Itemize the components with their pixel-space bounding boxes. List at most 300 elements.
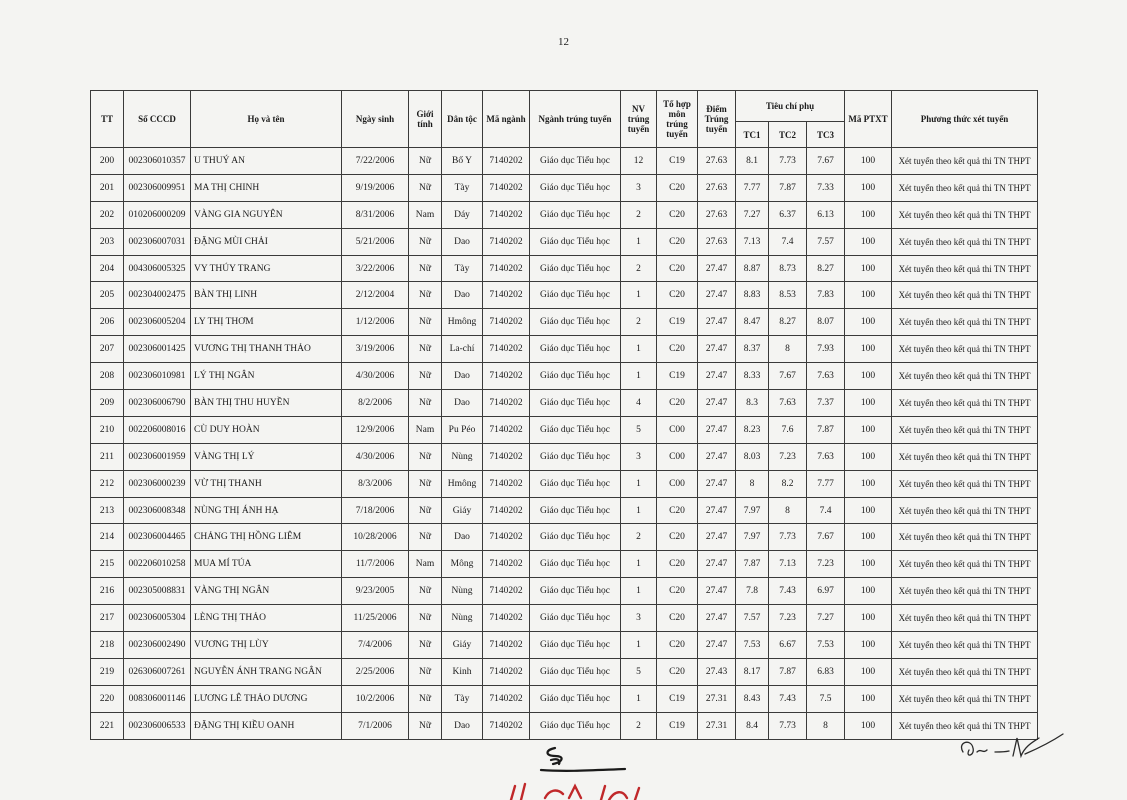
- cell-combo: C19: [657, 363, 698, 390]
- cell-method-code: 100: [845, 632, 892, 659]
- cell-score: 27.47: [698, 416, 736, 443]
- cell-dob: 9/23/2005: [342, 578, 409, 605]
- table-row: [91, 336, 1038, 363]
- cell-name: VÀNG THỊ NGÂN: [191, 578, 342, 605]
- cell-ethnicity: Nùng: [442, 605, 483, 632]
- cell-combo: C20: [657, 605, 698, 632]
- cell-tt: 200: [91, 148, 124, 175]
- cell-tc2: 8: [769, 336, 807, 363]
- cell-major-code: 7140202: [483, 201, 530, 228]
- cell-combo: C19: [657, 685, 698, 712]
- cell-major: Giáo dục Tiểu học: [530, 363, 621, 390]
- table-row: [91, 228, 1038, 255]
- page-number: 12: [558, 36, 569, 48]
- cell-tc2: 7.23: [769, 443, 807, 470]
- cell-wish: 1: [621, 578, 657, 605]
- cell-cccd: 026306007261: [124, 658, 191, 685]
- cell-dob: 9/19/2006: [342, 174, 409, 201]
- cell-major-code: 7140202: [483, 605, 530, 632]
- cell-tt: 208: [91, 363, 124, 390]
- cell-combo: C20: [657, 255, 698, 282]
- cell-wish: 1: [621, 632, 657, 659]
- cell-wish: 3: [621, 443, 657, 470]
- cell-tt: 220: [91, 685, 124, 712]
- cell-gender: Nữ: [409, 524, 442, 551]
- table-row: [91, 416, 1038, 443]
- cell-method-code: 100: [845, 336, 892, 363]
- cell-major: Giáo dục Tiểu học: [530, 443, 621, 470]
- cell-name: ĐẶNG THỊ KIỀU OANH: [191, 712, 342, 739]
- cell-wish: 12: [621, 148, 657, 175]
- cell-gender: Nữ: [409, 148, 442, 175]
- cell-ethnicity: Dao: [442, 712, 483, 739]
- cell-dob: 5/21/2006: [342, 228, 409, 255]
- cell-score: 27.47: [698, 632, 736, 659]
- cell-tc3: 7.53: [807, 632, 845, 659]
- cell-tc1: 8.47: [736, 309, 769, 336]
- cell-gender: Nữ: [409, 282, 442, 309]
- cell-ethnicity: Dao: [442, 228, 483, 255]
- cell-tc1: 7.77: [736, 174, 769, 201]
- cell-tc3: 7.67: [807, 524, 845, 551]
- cell-dob: 8/2/2006: [342, 390, 409, 417]
- cell-ethnicity: Tày: [442, 174, 483, 201]
- cell-combo: C20: [657, 228, 698, 255]
- cell-dob: 1/12/2006: [342, 309, 409, 336]
- table-body: [91, 148, 1038, 740]
- cell-tt: 213: [91, 497, 124, 524]
- cell-ethnicity: Bố Y: [442, 148, 483, 175]
- cell-gender: Nữ: [409, 443, 442, 470]
- cell-major: Giáo dục Tiểu học: [530, 174, 621, 201]
- cell-name: LY THỊ THƠM: [191, 309, 342, 336]
- cell-score: 27.47: [698, 390, 736, 417]
- cell-score: 27.47: [698, 551, 736, 578]
- cell-tc3: 7.87: [807, 416, 845, 443]
- cell-ethnicity: Dao: [442, 282, 483, 309]
- cell-method: Xét tuyển theo kết quả thi TN THPT: [892, 470, 1038, 497]
- header-method: Phương thức xét tuyển: [892, 91, 1038, 148]
- cell-major-code: 7140202: [483, 578, 530, 605]
- cell-score: 27.47: [698, 443, 736, 470]
- cell-tt: 214: [91, 524, 124, 551]
- cell-tc3: 7.4: [807, 497, 845, 524]
- cell-combo: C20: [657, 201, 698, 228]
- header-method-code: Mã PTXT: [845, 91, 892, 148]
- cell-tc1: 7.97: [736, 524, 769, 551]
- cell-gender: Nữ: [409, 685, 442, 712]
- cell-major: Giáo dục Tiểu học: [530, 282, 621, 309]
- cell-method: Xét tuyển theo kết quả thi TN THPT: [892, 309, 1038, 336]
- cell-ethnicity: Mông: [442, 551, 483, 578]
- cell-score: 27.31: [698, 685, 736, 712]
- cell-combo: C19: [657, 148, 698, 175]
- cell-method: Xét tuyển theo kết quả thi TN THPT: [892, 336, 1038, 363]
- cell-method: Xét tuyển theo kết quả thi TN THPT: [892, 658, 1038, 685]
- cell-name: ĐẶNG MÙI CHẢI: [191, 228, 342, 255]
- cell-method-code: 100: [845, 390, 892, 417]
- table-row: [91, 685, 1038, 712]
- cell-wish: 2: [621, 201, 657, 228]
- cell-wish: 3: [621, 174, 657, 201]
- table-row: [91, 201, 1038, 228]
- cell-tc1: 8.37: [736, 336, 769, 363]
- cell-major: Giáo dục Tiểu học: [530, 255, 621, 282]
- cell-method: Xét tuyển theo kết quả thi TN THPT: [892, 363, 1038, 390]
- cell-tc2: 6.67: [769, 632, 807, 659]
- table-row: [91, 470, 1038, 497]
- cell-method: Xét tuyển theo kết quả thi TN THPT: [892, 551, 1038, 578]
- cell-ethnicity: Nùng: [442, 578, 483, 605]
- cell-major-code: 7140202: [483, 658, 530, 685]
- cell-method-code: 100: [845, 309, 892, 336]
- cell-tt: 210: [91, 416, 124, 443]
- cell-dob: 2/12/2004: [342, 282, 409, 309]
- cell-major: Giáo dục Tiểu học: [530, 390, 621, 417]
- cell-name: NÙNG THỊ ÁNH HẠ: [191, 497, 342, 524]
- cell-name: VY THÚY TRANG: [191, 255, 342, 282]
- table-row: [91, 390, 1038, 417]
- cell-ethnicity: Dao: [442, 390, 483, 417]
- cell-score: 27.47: [698, 470, 736, 497]
- cell-tc3: 6.97: [807, 578, 845, 605]
- cell-gender: Nữ: [409, 470, 442, 497]
- signature-right: [955, 728, 1065, 768]
- cell-major-code: 7140202: [483, 282, 530, 309]
- cell-tc1: 7.57: [736, 605, 769, 632]
- cell-tc2: 7.23: [769, 605, 807, 632]
- cell-tt: 205: [91, 282, 124, 309]
- cell-combo: C20: [657, 174, 698, 201]
- cell-name: CHẢNG THỊ HỒNG LIÊM: [191, 524, 342, 551]
- cell-tc1: 8.3: [736, 390, 769, 417]
- cell-gender: Nữ: [409, 658, 442, 685]
- cell-major: Giáo dục Tiểu học: [530, 201, 621, 228]
- cell-method: Xét tuyển theo kết quả thi TN THPT: [892, 255, 1038, 282]
- cell-wish: 1: [621, 497, 657, 524]
- cell-combo: C20: [657, 578, 698, 605]
- cell-score: 27.47: [698, 578, 736, 605]
- cell-tt: 212: [91, 470, 124, 497]
- cell-tc1: 8.23: [736, 416, 769, 443]
- cell-major: Giáo dục Tiểu học: [530, 524, 621, 551]
- cell-wish: 2: [621, 309, 657, 336]
- cell-tc2: 7.73: [769, 712, 807, 739]
- table-row: [91, 309, 1038, 336]
- cell-tt: 206: [91, 309, 124, 336]
- cell-major-code: 7140202: [483, 148, 530, 175]
- cell-tc2: 7.4: [769, 228, 807, 255]
- cell-method-code: 100: [845, 551, 892, 578]
- cell-major-code: 7140202: [483, 228, 530, 255]
- cell-name: U THUÝ AN: [191, 148, 342, 175]
- cell-major-code: 7140202: [483, 390, 530, 417]
- cell-wish: 1: [621, 336, 657, 363]
- cell-combo: C19: [657, 712, 698, 739]
- cell-tc3: 7.63: [807, 363, 845, 390]
- cell-ethnicity: Tày: [442, 255, 483, 282]
- cell-score: 27.63: [698, 201, 736, 228]
- cell-wish: 1: [621, 470, 657, 497]
- cell-method: Xét tuyển theo kết quả thi TN THPT: [892, 174, 1038, 201]
- table-row: [91, 363, 1038, 390]
- cell-gender: Nữ: [409, 363, 442, 390]
- cell-cccd: 002306008348: [124, 497, 191, 524]
- cell-major-code: 7140202: [483, 685, 530, 712]
- cell-cccd: 002306004465: [124, 524, 191, 551]
- cell-tc3: 8.27: [807, 255, 845, 282]
- cell-score: 27.31: [698, 712, 736, 739]
- seal-fragment: [505, 782, 655, 800]
- cell-dob: 8/3/2006: [342, 470, 409, 497]
- cell-score: 27.63: [698, 148, 736, 175]
- cell-method-code: 100: [845, 201, 892, 228]
- cell-tc2: 8.73: [769, 255, 807, 282]
- cell-tc1: 7.87: [736, 551, 769, 578]
- cell-method-code: 100: [845, 470, 892, 497]
- cell-combo: C20: [657, 390, 698, 417]
- cell-major: Giáo dục Tiểu học: [530, 497, 621, 524]
- cell-gender: Nam: [409, 416, 442, 443]
- header-gender: Giới tính: [409, 91, 442, 148]
- cell-wish: 2: [621, 524, 657, 551]
- cell-gender: Nữ: [409, 497, 442, 524]
- cell-ethnicity: Giáy: [442, 632, 483, 659]
- cell-major-code: 7140202: [483, 174, 530, 201]
- cell-score: 27.47: [698, 282, 736, 309]
- cell-gender: Nữ: [409, 336, 442, 363]
- cell-dob: 4/30/2006: [342, 443, 409, 470]
- cell-major: Giáo dục Tiểu học: [530, 578, 621, 605]
- cell-cccd: 002306006790: [124, 390, 191, 417]
- table-header-row: [91, 91, 1038, 122]
- cell-wish: 1: [621, 282, 657, 309]
- cell-score: 27.47: [698, 363, 736, 390]
- cell-tc1: 8.33: [736, 363, 769, 390]
- cell-ethnicity: Hmông: [442, 309, 483, 336]
- cell-method-code: 100: [845, 174, 892, 201]
- cell-combo: C00: [657, 443, 698, 470]
- cell-gender: Nam: [409, 201, 442, 228]
- cell-tc3: 8: [807, 712, 845, 739]
- cell-combo: C20: [657, 282, 698, 309]
- cell-combo: C20: [657, 336, 698, 363]
- cell-tc3: 7.37: [807, 390, 845, 417]
- cell-ethnicity: Nùng: [442, 443, 483, 470]
- cell-combo: C20: [657, 632, 698, 659]
- cell-cccd: 002306006533: [124, 712, 191, 739]
- cell-tc1: 8.17: [736, 658, 769, 685]
- cell-combo: C00: [657, 470, 698, 497]
- cell-wish: 5: [621, 658, 657, 685]
- cell-major: Giáo dục Tiểu học: [530, 551, 621, 578]
- cell-dob: 7/1/2006: [342, 712, 409, 739]
- cell-wish: 1: [621, 685, 657, 712]
- cell-method-code: 100: [845, 228, 892, 255]
- cell-score: 27.47: [698, 497, 736, 524]
- cell-score: 27.47: [698, 255, 736, 282]
- cell-major: Giáo dục Tiểu học: [530, 416, 621, 443]
- cell-tc3: 7.63: [807, 443, 845, 470]
- table-row: [91, 148, 1038, 175]
- cell-method-code: 100: [845, 712, 892, 739]
- cell-score: 27.47: [698, 309, 736, 336]
- cell-major-code: 7140202: [483, 632, 530, 659]
- cell-gender: Nữ: [409, 228, 442, 255]
- cell-tt: 217: [91, 605, 124, 632]
- cell-method-code: 100: [845, 658, 892, 685]
- cell-major: Giáo dục Tiểu học: [530, 605, 621, 632]
- cell-tc1: 7.13: [736, 228, 769, 255]
- cell-major-code: 7140202: [483, 470, 530, 497]
- cell-method: Xét tuyển theo kết quả thi TN THPT: [892, 390, 1038, 417]
- table-row: [91, 497, 1038, 524]
- cell-major: Giáo dục Tiểu học: [530, 470, 621, 497]
- cell-combo: C20: [657, 497, 698, 524]
- cell-tc3: 7.67: [807, 148, 845, 175]
- cell-ethnicity: Kinh: [442, 658, 483, 685]
- header-dob: Ngày sinh: [342, 91, 409, 148]
- cell-method-code: 100: [845, 255, 892, 282]
- cell-major: Giáo dục Tiểu học: [530, 712, 621, 739]
- cell-tc2: 7.87: [769, 174, 807, 201]
- cell-tc1: 8.1: [736, 148, 769, 175]
- cell-method-code: 100: [845, 148, 892, 175]
- cell-major-code: 7140202: [483, 416, 530, 443]
- cell-wish: 5: [621, 416, 657, 443]
- cell-method: Xét tuyển theo kết quả thi TN THPT: [892, 578, 1038, 605]
- cell-gender: Nam: [409, 551, 442, 578]
- cell-tt: 221: [91, 712, 124, 739]
- cell-tc2: 8: [769, 497, 807, 524]
- cell-cccd: 010206000209: [124, 201, 191, 228]
- header-tt: TT: [91, 91, 124, 148]
- table-row: [91, 443, 1038, 470]
- cell-method-code: 100: [845, 363, 892, 390]
- header-wish: NV trúng tuyển: [621, 91, 657, 148]
- cell-major: Giáo dục Tiểu học: [530, 228, 621, 255]
- cell-cccd: 002306001425: [124, 336, 191, 363]
- cell-ethnicity: Dáy: [442, 201, 483, 228]
- cell-tc1: 8.43: [736, 685, 769, 712]
- cell-dob: 3/19/2006: [342, 336, 409, 363]
- cell-tc3: 7.93: [807, 336, 845, 363]
- cell-cccd: 002305008831: [124, 578, 191, 605]
- cell-major-code: 7140202: [483, 712, 530, 739]
- cell-tc2: 8.2: [769, 470, 807, 497]
- cell-tc2: 7.63: [769, 390, 807, 417]
- cell-method-code: 100: [845, 524, 892, 551]
- cell-cccd: 002304002475: [124, 282, 191, 309]
- cell-tc1: 8.4: [736, 712, 769, 739]
- cell-name: VÀNG GIA NGUYÊN: [191, 201, 342, 228]
- cell-tc2: 7.43: [769, 578, 807, 605]
- cell-major: Giáo dục Tiểu học: [530, 309, 621, 336]
- cell-name: VÀNG THỊ LÝ: [191, 443, 342, 470]
- cell-dob: 2/25/2006: [342, 658, 409, 685]
- cell-name: CÙ DUY HOÀN: [191, 416, 342, 443]
- cell-tc3: 7.5: [807, 685, 845, 712]
- cell-tt: 218: [91, 632, 124, 659]
- cell-tc2: 6.37: [769, 201, 807, 228]
- cell-dob: 10/28/2006: [342, 524, 409, 551]
- cell-tc2: 7.87: [769, 658, 807, 685]
- cell-dob: 7/22/2006: [342, 148, 409, 175]
- cell-method: Xét tuyển theo kết quả thi TN THPT: [892, 228, 1038, 255]
- cell-cccd: 002306005204: [124, 309, 191, 336]
- cell-tc3: 7.77: [807, 470, 845, 497]
- cell-tc1: 8.87: [736, 255, 769, 282]
- header-score: Điểm Trúng tuyển: [698, 91, 736, 148]
- table-row: [91, 174, 1038, 201]
- cell-gender: Nữ: [409, 578, 442, 605]
- cell-dob: 4/30/2006: [342, 363, 409, 390]
- header-combo: Tổ hợp môn trúng tuyển: [657, 91, 698, 148]
- cell-tc1: 8.83: [736, 282, 769, 309]
- cell-combo: C20: [657, 551, 698, 578]
- cell-major: Giáo dục Tiểu học: [530, 632, 621, 659]
- cell-tt: 215: [91, 551, 124, 578]
- cell-cccd: 002306010357: [124, 148, 191, 175]
- cell-method-code: 100: [845, 685, 892, 712]
- cell-tt: 203: [91, 228, 124, 255]
- header-tc2: TC2: [769, 122, 807, 148]
- cell-ethnicity: Pu Péo: [442, 416, 483, 443]
- cell-tc2: 7.73: [769, 148, 807, 175]
- cell-dob: 7/18/2006: [342, 497, 409, 524]
- cell-name: VỪ THỊ THANH: [191, 470, 342, 497]
- cell-tt: 207: [91, 336, 124, 363]
- cell-tc3: 6.13: [807, 201, 845, 228]
- cell-gender: Nữ: [409, 605, 442, 632]
- cell-method: Xét tuyển theo kết quả thi TN THPT: [892, 148, 1038, 175]
- cell-method: Xét tuyển theo kết quả thi TN THPT: [892, 712, 1038, 739]
- table-row: [91, 658, 1038, 685]
- cell-major-code: 7140202: [483, 497, 530, 524]
- cell-major-code: 7140202: [483, 363, 530, 390]
- table-row: [91, 524, 1038, 551]
- cell-cccd: 002306010981: [124, 363, 191, 390]
- cell-method-code: 100: [845, 443, 892, 470]
- cell-score: 27.63: [698, 228, 736, 255]
- cell-tc2: 8.53: [769, 282, 807, 309]
- cell-ethnicity: Dao: [442, 524, 483, 551]
- cell-cccd: 002206010258: [124, 551, 191, 578]
- cell-tc3: 7.23: [807, 551, 845, 578]
- cell-dob: 11/7/2006: [342, 551, 409, 578]
- cell-method-code: 100: [845, 578, 892, 605]
- cell-name: LÝ THỊ NGÂN: [191, 363, 342, 390]
- cell-dob: 8/31/2006: [342, 201, 409, 228]
- cell-ethnicity: Hmông: [442, 470, 483, 497]
- cell-wish: 4: [621, 390, 657, 417]
- cell-gender: Nữ: [409, 174, 442, 201]
- header-ethnicity: Dân tộc: [442, 91, 483, 148]
- cell-method: Xét tuyển theo kết quả thi TN THPT: [892, 443, 1038, 470]
- cell-combo: C00: [657, 416, 698, 443]
- admission-table: [90, 90, 1038, 740]
- cell-combo: C20: [657, 524, 698, 551]
- cell-method-code: 100: [845, 416, 892, 443]
- signature-left: [537, 742, 627, 778]
- cell-major-code: 7140202: [483, 551, 530, 578]
- cell-tc3: 6.83: [807, 658, 845, 685]
- header-name: Họ và tên: [191, 91, 342, 148]
- cell-score: 27.47: [698, 605, 736, 632]
- cell-combo: C19: [657, 309, 698, 336]
- cell-gender: Nữ: [409, 632, 442, 659]
- cell-tc1: 7.8: [736, 578, 769, 605]
